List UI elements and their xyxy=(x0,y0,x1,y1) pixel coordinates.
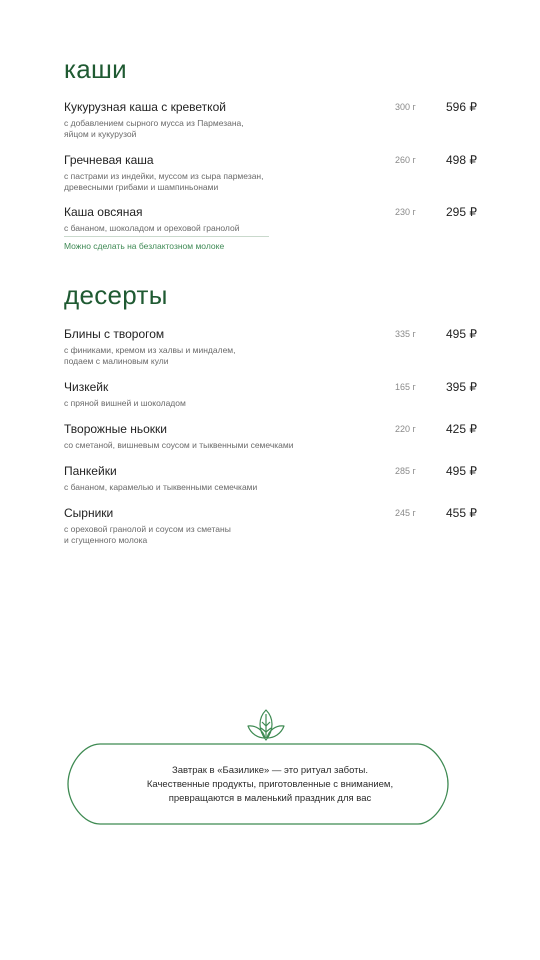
item-weight: 335 г xyxy=(395,329,416,339)
item-price: 395 ₽ xyxy=(446,380,477,394)
lactose-free-note: Можно сделать на безлактозном молоке xyxy=(64,236,269,251)
item-name: Кукурузная каша с креветкой xyxy=(64,100,226,114)
item-name: Сырники xyxy=(64,506,114,520)
footer-slogan xyxy=(120,764,420,806)
item-price: 596 ₽ xyxy=(446,100,477,114)
item-description: со сметаной, вишневым соусом и тыквенными семечками xyxy=(64,440,294,450)
menu-item xyxy=(64,153,484,193)
footer-line: Завтрак в «Базилике» — это ритуал заботы. xyxy=(171,765,368,776)
item-price: 425 ₽ xyxy=(446,422,477,436)
item-price: 455 ₽ xyxy=(446,506,477,520)
item-weight: 220 г xyxy=(395,424,416,434)
item-weight: 260 г xyxy=(395,155,416,165)
menu-item xyxy=(64,506,484,546)
menu-item xyxy=(64,380,484,409)
footer-line: превращаются в маленький праздник для вас xyxy=(168,793,372,804)
item-weight: 165 г xyxy=(395,382,416,392)
item-description: с финиками, кремом из халвы и миндалем, подаем с малиновым кули xyxy=(64,345,236,366)
item-price: 495 ₽ xyxy=(446,327,477,341)
menu-item xyxy=(64,205,484,234)
item-description: с пряной вишней и шоколадом xyxy=(64,398,186,408)
menu-item xyxy=(64,464,484,493)
item-description: с добавлением сырного мусса из Пармезана, яйцом и кукурузой xyxy=(64,118,244,139)
item-weight: 300 г xyxy=(395,102,416,112)
item-name: Блины с творогом xyxy=(64,327,165,341)
item-description: с пастрами из индейки, муссом из сыра пармезан, древесными грибами и шампиньонами xyxy=(64,171,264,192)
section-title-kashi: каши xyxy=(64,54,127,84)
footer-line: Качественные продукты, приготовленные с вниманием, xyxy=(146,779,394,790)
section-title-deserty: десерты xyxy=(64,280,168,310)
item-price: 498 ₽ xyxy=(446,153,477,167)
menu-item xyxy=(64,100,484,140)
menu-item xyxy=(64,422,484,451)
item-description: с бананом, карамелью и тыквенными семечками xyxy=(64,482,258,492)
item-description: с бананом, шоколадом и ореховой гранолой xyxy=(64,223,240,233)
item-weight: 230 г xyxy=(395,207,416,217)
menu-item xyxy=(64,327,484,367)
item-name: Каша овсяная xyxy=(64,205,143,219)
item-name: Чизкейк xyxy=(64,380,109,394)
item-description: с ореховой гранолой и соусом из сметаны и сгущенного молока xyxy=(64,524,231,545)
item-name: Панкейки xyxy=(64,464,117,478)
item-weight: 245 г xyxy=(395,508,416,518)
item-name: Гречневая каша xyxy=(64,153,154,167)
item-price: 495 ₽ xyxy=(446,464,477,478)
item-name: Творожные ньокки xyxy=(64,422,167,436)
item-price: 295 ₽ xyxy=(446,205,477,219)
item-weight: 285 г xyxy=(395,466,416,476)
